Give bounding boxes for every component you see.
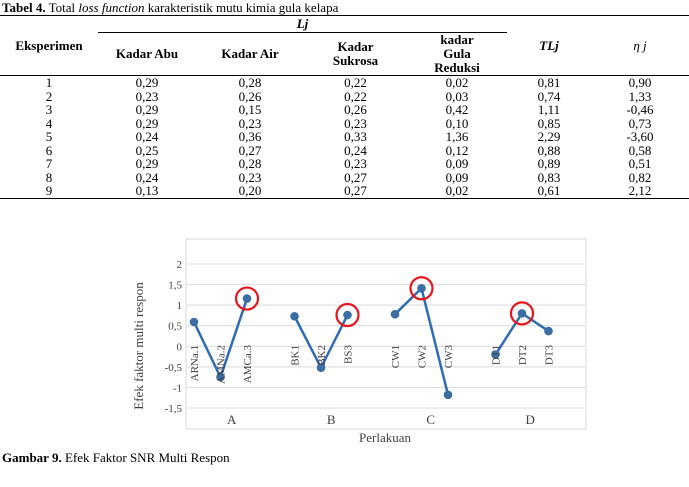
data-point [544, 327, 553, 336]
table-cell: 0,29 [135, 156, 159, 171]
table-cell: 0,09 [445, 156, 469, 171]
data-point [290, 312, 299, 321]
table-cell: 0,20 [238, 183, 262, 198]
table-cell: 0,90 [628, 75, 652, 90]
table-cell: 0,03 [445, 88, 469, 104]
point-label: CW3 [443, 345, 455, 369]
table-cell: 0,23 [238, 115, 262, 131]
table-cell: 0,13 [135, 183, 159, 198]
point-label: BK1 [289, 345, 302, 366]
figure-caption-number: Gambar 9. [2, 450, 62, 465]
table-cell: 0,22 [344, 75, 367, 90]
table-cell: 0,25 [135, 142, 159, 158]
data-point [243, 294, 252, 303]
table-cell: 0,02 [445, 183, 469, 198]
table-cell: 0,89 [537, 156, 561, 171]
table-cell: 0,09 [445, 169, 469, 185]
table-cell: 0,61 [537, 183, 561, 198]
data-point [343, 311, 352, 320]
table-cell: 2,12 [628, 183, 652, 198]
table-cell: 0,15 [238, 102, 262, 117]
header-kadar-abu: Kadar Abu [115, 46, 179, 61]
table-cell: 2 [45, 88, 53, 104]
table-cell: 0,29 [135, 102, 159, 117]
data-point [417, 284, 426, 293]
y-tick-label: 0 [176, 341, 182, 354]
table-cell: 3 [45, 102, 53, 117]
table-caption-number: Tabel 4. [2, 0, 46, 15]
table-cell: -0,46 [626, 102, 654, 117]
table-cell: 0,74 [537, 88, 561, 104]
data-point [518, 309, 527, 318]
point-label: DT3 [543, 345, 556, 366]
y-tick-label: 0,5 [168, 320, 182, 333]
point-label: CW2 [416, 345, 429, 369]
header-tlj: TLj [539, 37, 559, 53]
point-label: CW1 [390, 345, 402, 369]
table-cell: 0,58 [628, 142, 652, 158]
table-cell: 0,88 [537, 142, 561, 158]
table-cell: 0,28 [238, 156, 262, 171]
x-category-label: C [426, 412, 436, 427]
y-tick-label: 1,5 [168, 279, 182, 292]
table-cell: 0,22 [344, 88, 367, 104]
point-label: AMNa.2 [215, 345, 228, 384]
table-cell: 6 [45, 142, 53, 158]
table-cell: 0,73 [628, 115, 652, 131]
table-cell: 0,81 [537, 75, 561, 90]
point-label: DT2 [517, 345, 529, 366]
table-caption-pre: Total [45, 0, 79, 15]
table-cell: 0,27 [344, 183, 367, 198]
table-cell: 7 [45, 156, 53, 171]
table-cell: 2,29 [537, 129, 561, 144]
x-category-label: D [525, 412, 535, 427]
y-axis-title: Efek faktor multi respon [131, 282, 146, 410]
x-category-label: A [227, 412, 237, 427]
table-cell: 5 [45, 129, 53, 144]
point-label: AMCa.3 [242, 345, 254, 384]
table-cell: 0,83 [537, 169, 561, 185]
table-caption-post: karakteristik mutu kimia gula kelapa [144, 0, 339, 15]
data-point [391, 310, 400, 319]
y-tick-label: -0,5 [164, 361, 182, 374]
figure-caption-text: Efek Faktor SNR Multi Respon [61, 450, 230, 465]
table-cell: 9 [45, 183, 53, 198]
table-cell: 1 [45, 75, 53, 90]
table-cell: 0,10 [445, 115, 469, 131]
table-cell: 0,42 [445, 102, 469, 117]
point-label: ARNa.1 [189, 345, 201, 382]
table-cell: 0,26 [238, 88, 262, 104]
table-cell: 0,12 [445, 142, 469, 158]
y-tick-label: -1 [172, 382, 182, 395]
y-tick-label: 1 [176, 300, 182, 313]
table-cell: 1,36 [445, 129, 469, 144]
header-gula-reduksi: kadar Gula Reduksi [434, 32, 480, 75]
y-tick-label: -1,5 [164, 403, 182, 415]
x-axis-title: Perlakuan [359, 430, 411, 445]
table-cell: 1,11 [537, 102, 561, 117]
chart-border [186, 239, 586, 429]
table-cell: 0,23 [344, 156, 367, 171]
point-label: BS3 [342, 345, 355, 364]
y-tick-label: 2 [176, 259, 182, 271]
table-cell: 0,29 [135, 115, 159, 131]
header-kadar-air: Kadar Air [221, 46, 279, 61]
data-point [444, 391, 453, 400]
data-point [190, 318, 199, 327]
table-cell: 0,26 [344, 102, 367, 117]
table-cell: 0,33 [344, 129, 367, 144]
figure-caption [2, 450, 230, 466]
header-experiment: Eksperimen [15, 37, 83, 53]
table-cell: 0,27 [344, 169, 367, 185]
table-caption-italic: loss function [78, 0, 145, 15]
table-cell: 0,82 [628, 169, 652, 185]
table-cell: 4 [45, 115, 53, 131]
table-cell: 0,28 [238, 75, 262, 90]
series-line [395, 288, 448, 395]
point-label: BK2 [316, 345, 328, 366]
table-cell: 0,29 [135, 75, 159, 90]
table-cell: 0,27 [238, 142, 262, 158]
header-kadar-sukrosa: Kadar Sukrosa [332, 39, 379, 68]
header-lj: Lj [98, 16, 507, 33]
table-cell: 8 [45, 169, 53, 185]
table-cell: 1,33 [628, 88, 652, 104]
table-cell: 0,24 [135, 169, 159, 185]
table-cell: 0,02 [445, 75, 469, 90]
x-category-label: B [326, 412, 336, 427]
table-cell: 0,51 [628, 156, 652, 171]
table-cell: 0,23 [135, 88, 159, 104]
table-cell: 0,24 [344, 142, 367, 158]
point-label: DT1 [490, 345, 503, 366]
table-cell: 0,23 [344, 115, 367, 131]
header-eta: η j [633, 37, 647, 53]
table-cell: 0,23 [238, 169, 262, 185]
table-cell: 0,36 [238, 129, 262, 144]
table-cell: -3,60 [626, 129, 654, 144]
table-cell: 0,24 [135, 129, 159, 144]
table-cell: 0,85 [537, 115, 561, 131]
